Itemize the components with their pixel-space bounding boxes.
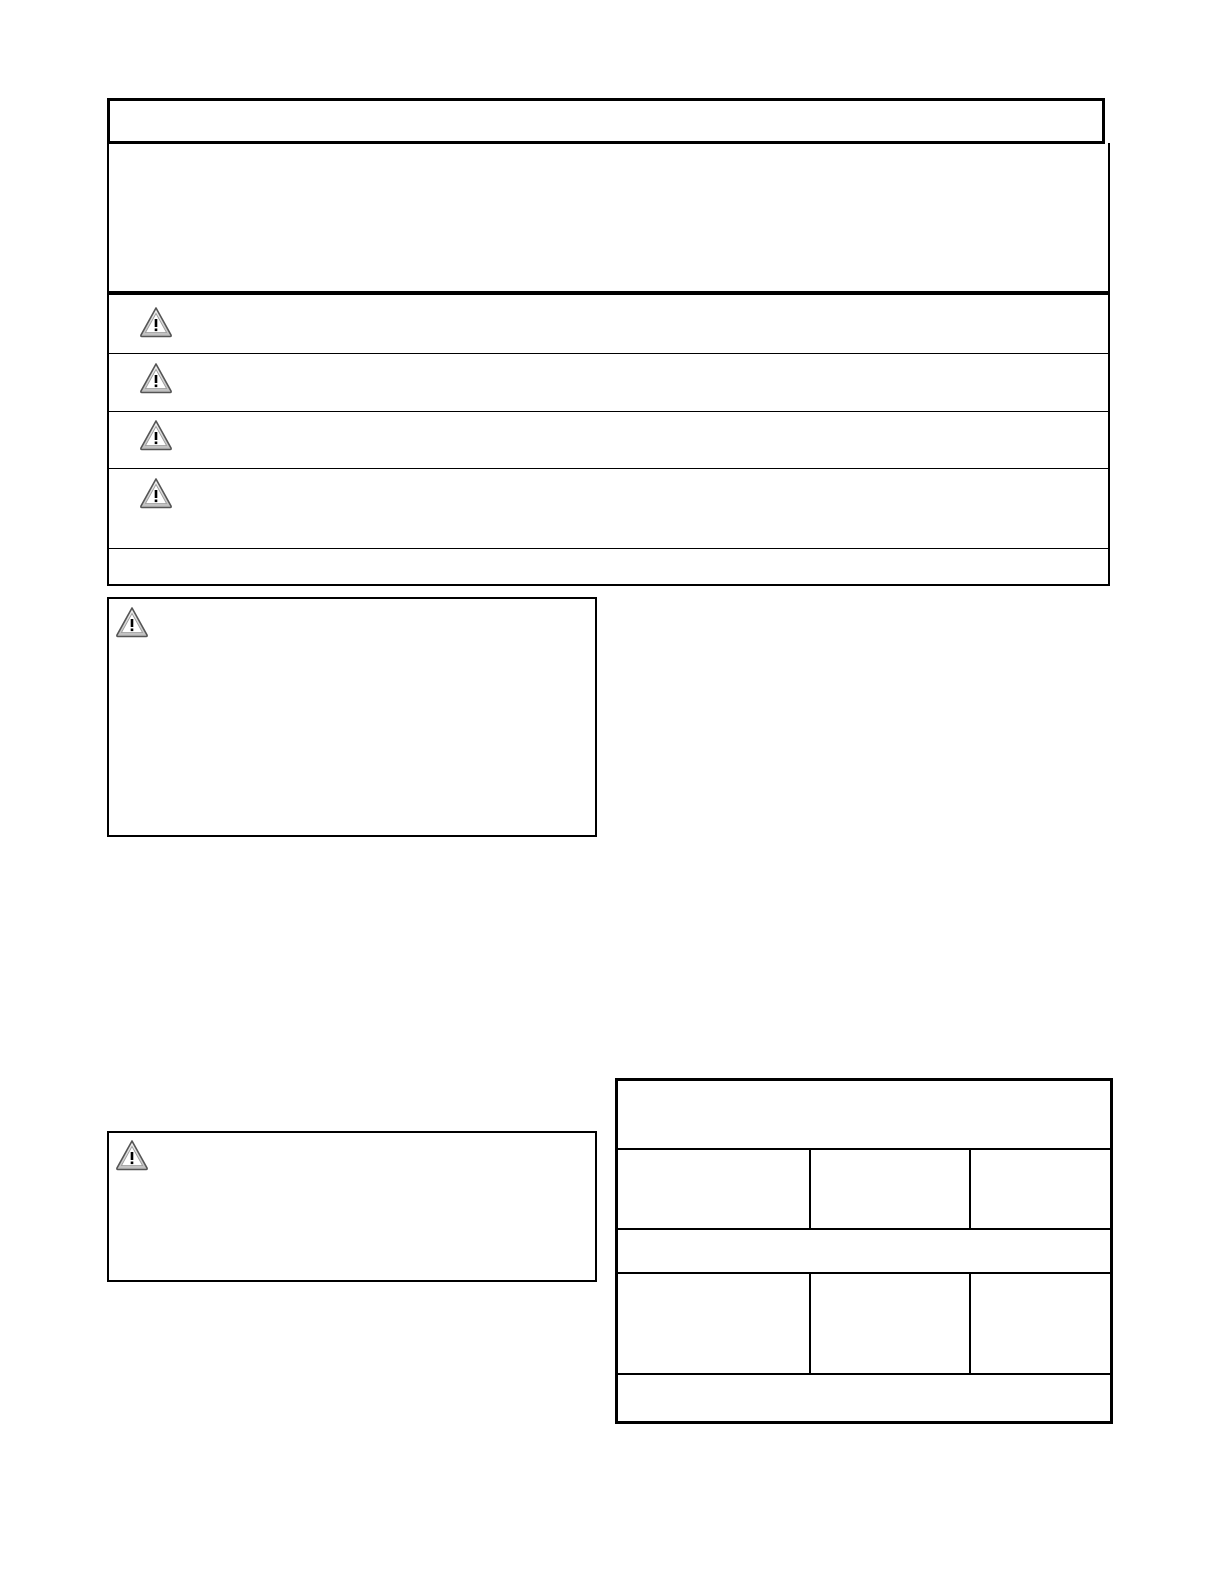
header-bar [107, 98, 1105, 144]
warning-row [109, 295, 1108, 354]
table-rule [809, 1150, 811, 1229]
warning-row [109, 412, 1108, 469]
table-rule [969, 1274, 971, 1373]
warning-box [107, 1131, 597, 1282]
warning-triangle-icon [139, 306, 173, 338]
warnings-table [107, 295, 1110, 586]
table-rule [809, 1274, 811, 1373]
warning-triangle-icon [139, 362, 173, 394]
table-rule [616, 1148, 1112, 1150]
warning-triangle-icon [139, 419, 173, 451]
table-rule [616, 1228, 1112, 1230]
table-rule [969, 1150, 971, 1228]
warning-triangle-icon [139, 477, 173, 509]
warning-row [109, 354, 1108, 412]
intro-box [107, 143, 1110, 295]
warning-triangle-icon [115, 1139, 149, 1171]
table-rule [616, 1272, 1112, 1274]
warning-row [109, 469, 1108, 549]
warning-triangle-icon [115, 606, 149, 638]
footer-row [109, 549, 1108, 584]
table-rule [616, 1373, 1112, 1375]
warning-box [107, 597, 597, 837]
